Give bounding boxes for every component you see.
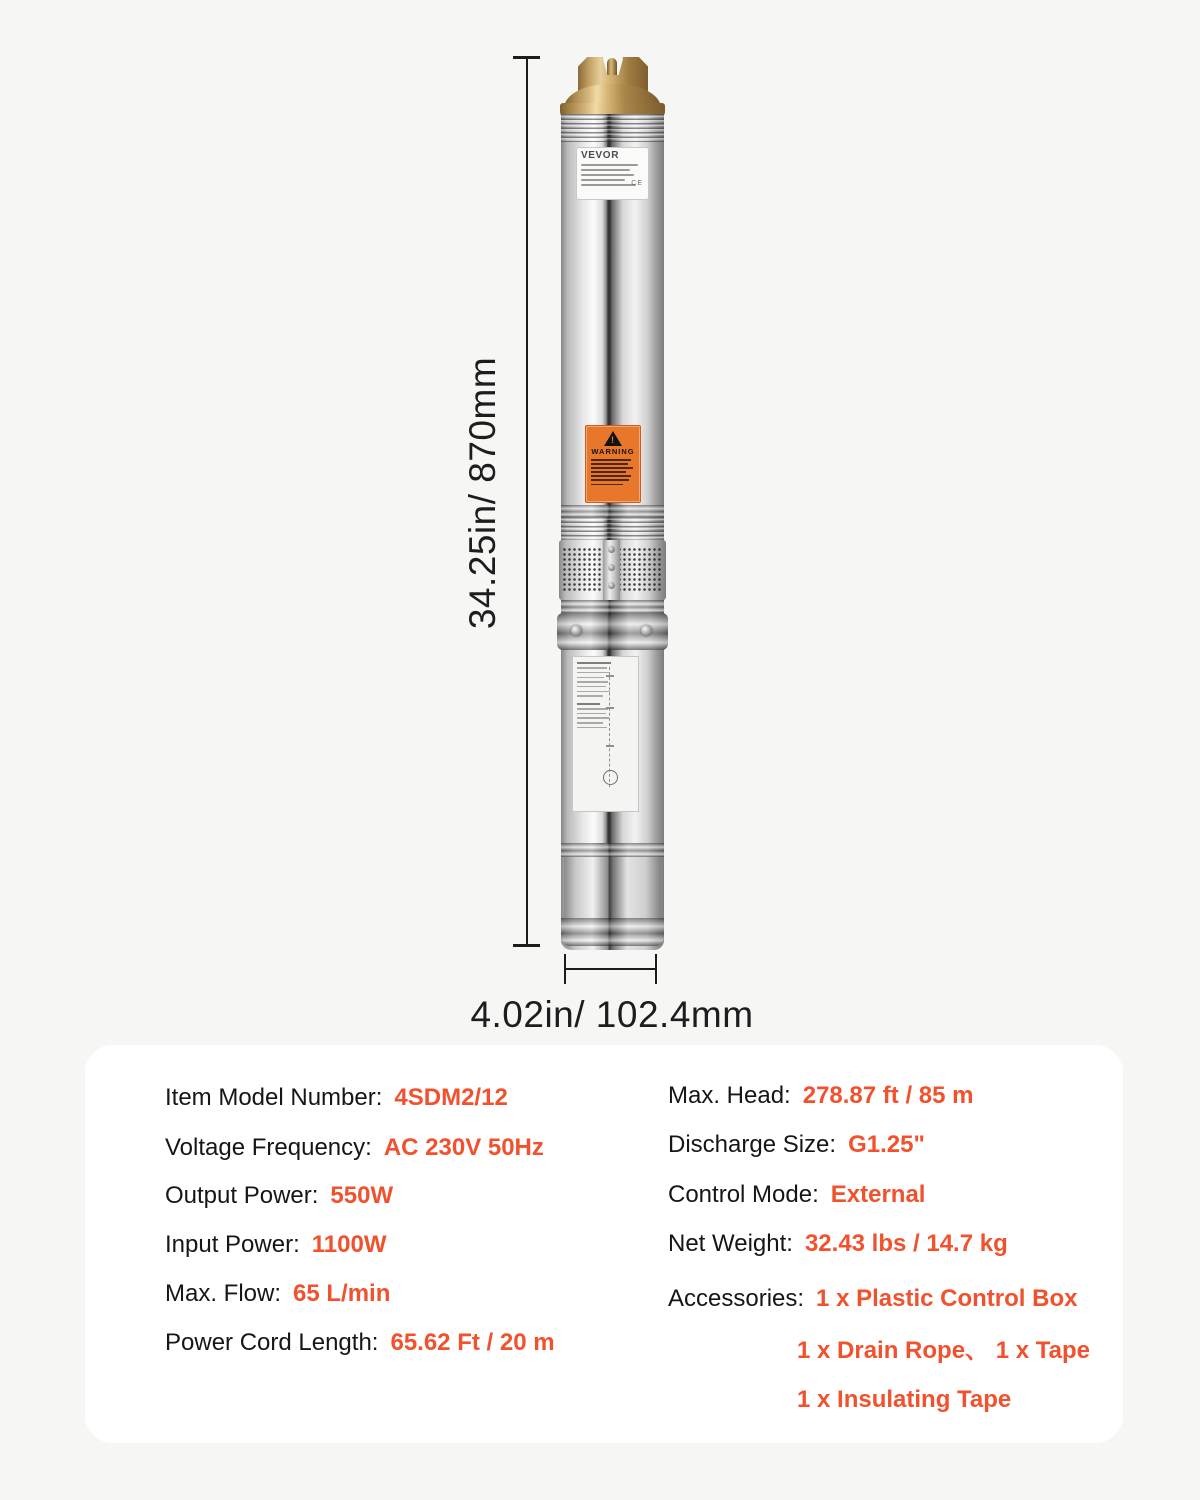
height-dimension-cap-top (513, 56, 540, 59)
height-dimension-cap-bottom (513, 944, 540, 947)
pump-intake-mesh (559, 540, 666, 600)
spec-row-max-head: Max. Head: 278.87 ft / 85 m (668, 1082, 974, 1109)
rivet (608, 564, 615, 571)
brand-logo: VEVOR (581, 150, 620, 161)
pump-step-ring (561, 843, 664, 857)
screw (571, 625, 582, 636)
nameplate-text-line (581, 174, 634, 176)
nameplate-text-line (581, 164, 638, 166)
nameplate-text-line (581, 184, 636, 186)
mesh-center-strip (603, 540, 620, 600)
spec-row-max-flow: Max. Flow: 65 L/min (165, 1280, 391, 1307)
spec-row-item-model: Item Model Number: 4SDM2/12 (165, 1084, 508, 1111)
spec-row-output-power: Output Power: 550W (165, 1182, 394, 1209)
spec-accessories-extra-1: 1 x Drain Rope、 1 x Tape (797, 1337, 1090, 1364)
pump-rib-band (561, 517, 664, 540)
nameplate-text-line (581, 169, 630, 171)
installation-diagram (609, 667, 632, 787)
warning-title: WARNING (591, 447, 635, 456)
pump-ring-band (561, 600, 664, 613)
pump-ring-band (561, 505, 664, 517)
width-dimension-line (565, 968, 656, 970)
rivet (608, 582, 615, 589)
height-dimension-label: 34.25in/ 870mm (462, 356, 503, 630)
rivet (608, 546, 615, 553)
pump-coupling-collar (557, 613, 668, 650)
diagram-circle (603, 770, 618, 785)
ce-mark: CE (631, 180, 643, 187)
width-dimension-label: 4.02in/ 102.4mm (470, 994, 754, 1035)
motor-spec-label (572, 656, 639, 812)
spec-row-discharge-size: Discharge Size: G1.25" (668, 1131, 925, 1158)
spec-row-voltage: Voltage Frequency: AC 230V 50Hz (165, 1134, 544, 1161)
height-dimension-line (526, 57, 528, 947)
screw (641, 625, 652, 636)
spec-accessories-extra-2: 1 x Insulating Tape (797, 1386, 1012, 1413)
spec-row-net-weight: Net Weight: 32.43 lbs / 14.7 kg (668, 1230, 1008, 1257)
warning-triangle-icon: ! (604, 431, 622, 446)
width-dimension-tick-left (564, 954, 566, 984)
pump-neck-ribs (561, 114, 664, 142)
spec-row-input-power: Input Power: 1100W (165, 1231, 387, 1258)
warning-text-lines (586, 456, 640, 485)
spec-row-control-mode: Control Mode: External (668, 1181, 926, 1208)
warning-sticker (585, 425, 641, 503)
pump-bottom-rim (561, 918, 664, 946)
pump-nameplate (576, 147, 649, 200)
width-dimension-tick-right (655, 954, 657, 984)
nameplate-text-line (581, 179, 625, 181)
spec-row-cord-length: Power Cord Length: 65.62 Ft / 20 m (165, 1329, 555, 1356)
spec-row-accessories: Accessories: 1 x Plastic Control Box (668, 1285, 1078, 1312)
spec-card (85, 1045, 1123, 1443)
